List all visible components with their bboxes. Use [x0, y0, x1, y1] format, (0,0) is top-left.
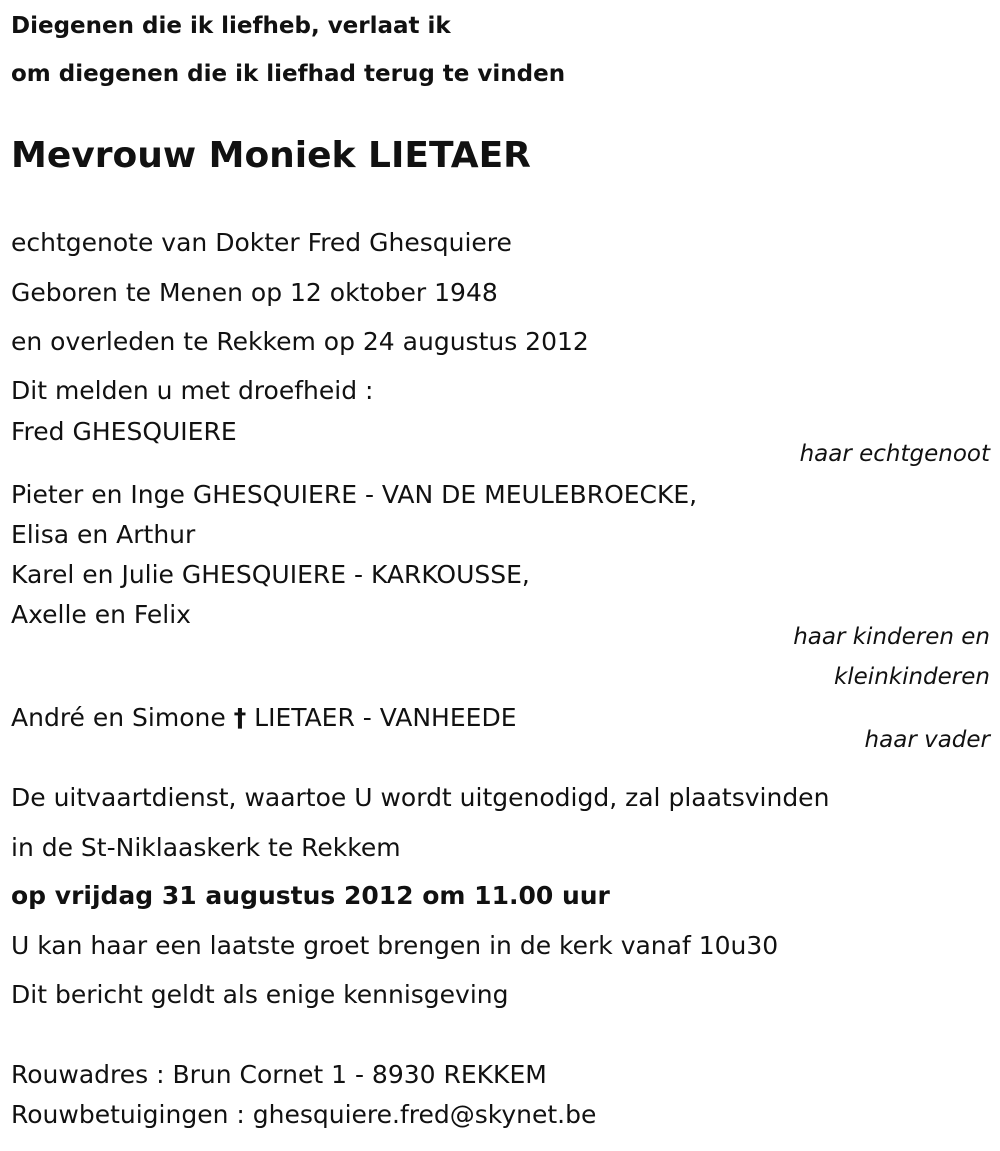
family-grandchildren-1: Elisa en Arthur	[11, 520, 196, 549]
birth-line: Geboren te Menen op 12 oktober 1948	[11, 278, 498, 307]
father-name-part1: André en Simone	[11, 703, 226, 732]
contact-address: Rouwadres : Brun Cornet 1 - 8930 REKKEM	[11, 1060, 547, 1089]
service-notice: Dit bericht geldt als enige kennisgeving	[11, 980, 509, 1009]
father-name-part2: LIETAER - VANHEEDE	[254, 703, 517, 732]
relation-children-1: haar kinderen en	[793, 624, 990, 650]
service-datetime: op vrijdag 31 augustus 2012 om 11.00 uur	[11, 881, 610, 910]
relation-children-2: kleinkinderen	[833, 664, 990, 690]
family-child-1: Pieter en Inge GHESQUIERE - VAN DE MEULEBROECKE,	[11, 480, 698, 509]
announcement-intro: Dit melden u met droefheid :	[11, 376, 374, 405]
relation-spouse: haar echtgenoot	[799, 441, 990, 467]
cross-icon: †	[233, 703, 247, 732]
deceased-name: Mevrouw Moniek LIETAER	[11, 135, 531, 176]
spouse-line: echtgenote van Dokter Fred Ghesquiere	[11, 228, 512, 257]
motto-line-2: om diegenen die ik liefhad terug te vinden	[11, 61, 566, 87]
family-father	[11, 703, 517, 733]
family-child-2: Karel en Julie GHESQUIERE - KARKOUSSE,	[11, 560, 530, 589]
service-line-2: in de St-Niklaaskerk te Rekkem	[11, 833, 401, 862]
service-line-1: De uitvaartdienst, waartoe U wordt uitgenodigd, zal plaatsvinden	[11, 783, 830, 812]
contact-condolences: Rouwbetuigingen : ghesquiere.fred@skynet.be	[11, 1100, 597, 1129]
death-line: en overleden te Rekkem op 24 augustus 2012	[11, 327, 589, 356]
family-spouse: Fred GHESQUIERE	[11, 417, 237, 446]
motto-line-1: Diegenen die ik liefheb, verlaat ik	[11, 13, 451, 39]
service-visit: U kan haar een laatste groet brengen in de kerk vanaf 10u30	[11, 931, 779, 960]
family-grandchildren-2: Axelle en Felix	[11, 600, 191, 629]
relation-father: haar vader	[864, 727, 990, 753]
